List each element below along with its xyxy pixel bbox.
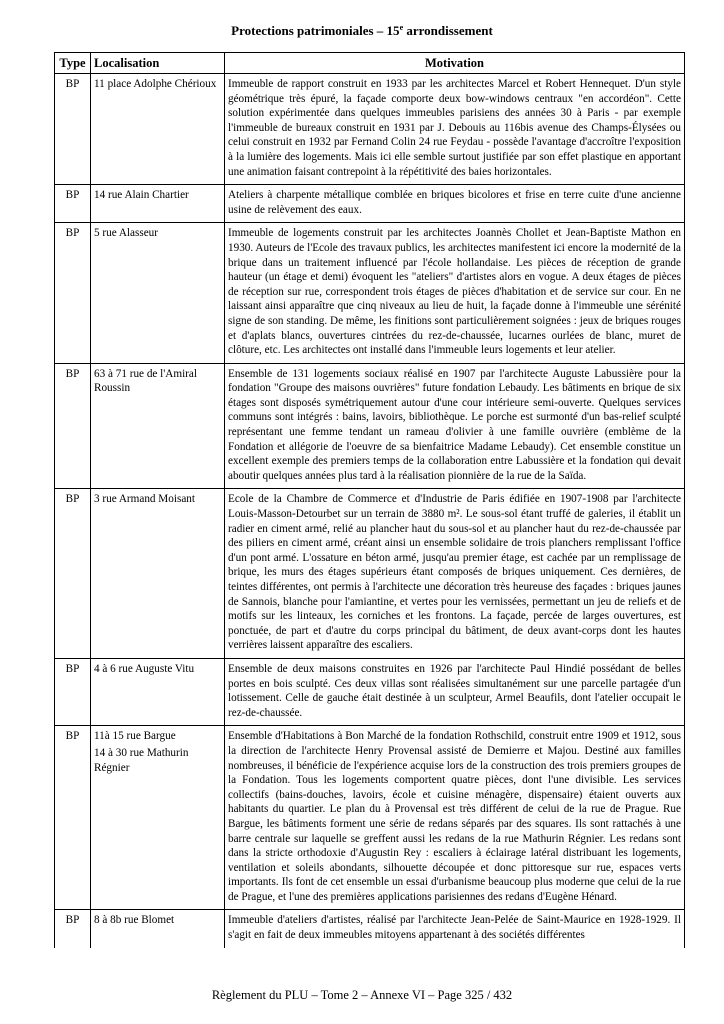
cell-motivation: Ateliers à charpente métallique comblée en briques bicolores et frise en terre cuite d'une ancienne usine de relèvement des eaux. [225,185,685,223]
address-line: 3 rue Armand Moisant [94,493,195,506]
address-line: 14 rue Alain Chartier [94,189,189,202]
cell-motivation: Immeuble de logements construit par les architectes Joannès Chollet et Jean-Baptiste Mathon en 1930. Auteurs de l'Ecole des travaux publics, les architectes manifestent ici encore la modernité de la brique dans un traitement influencé par l'école hollandaise. Les pièces de réception de grande hauteur (un étage et demi) évoquent les "ateliers" d'artistes alors en vogue. A deux étages de pièces de réception sur rue, correspondent trois étages de pièces d'habitation et de service sur cour. En ne laissant ainsi apparaître que cinq niveaux au lieu de huit, la façade donne à l'immeuble une sérénité signe de son standing. De même, les finitions sont particulièrement soignées : jeux de briques rouges et d'aplats blancs, ouvertures cintrées du rez-de-chaussée, lucarnes ourlées de blanc, muret de clôture, etc. Les architectes ont installé dans l'immeuble leurs logements et leur atelier. [225,223,685,363]
address-line: 11 place Adolphe Chérioux [94,78,217,90]
cell-motivation: Ensemble d'Habitations à Bon Marché de la fondation Rothschild, construit entre 1909 et 1912, sous la direction de l'architecte Henry Provensal assisté de Demierre et Majou. Destiné aux familles nombreuses, il bénéficie de l'expérience acquise lors de la construction des trois premiers groupes de la Fondation. Tous les logements comportent quatre pièces, dont l'une divisible. Les services collectifs (bains-douches, lavoirs, école et cuisine ménagère, dispensaire) étaient ouverts aux habitants du quartier. Le plan du à Provensal est très différent de celui de la rue de Prague. Rue Bargue, les bâtiments forment une série de redans séparés par des squares. Ils sont rattachés à une barre centrale sur laquelle se greffent aussi les redans de la rue Mathurin Régnier. Les redans sont dans la stricte orthodoxie d'Augustin Rey : escaliers à éclairage latéral distribuant les logements, ventilation et soleils abondants, silhouette découpée et donc pittoresque sur rue, espaces verts importants. Ils font de cet ensemble un essai d'urbanisme beaucoup plus moderne que celui de la rue de Prague, et l'une des premières applications parisiennes des redans d'Eugène Hénard. [225,726,685,910]
cell-type: BP [55,74,91,185]
page-title [0,22,724,40]
cell-localisation [91,658,225,725]
cell-motivation: Immeuble d'ateliers d'artistes, réalisé par l'architecte Jean-Pelée de Saint-Maurice en 1928-1929. Il s'agit en fait de deux immeubles mitoyens appartenant à des sociétés différentes [225,910,685,948]
cell-localisation [91,489,225,659]
cell-localisation [91,910,225,948]
address-line: 5 rue Alasseur [94,227,158,240]
address-line: 4 à 6 rue Auguste Vitu [94,662,195,675]
address-line: 11à 15 rue Bargue [94,730,176,743]
table-row [55,658,685,725]
address-line: 8 à 8b rue Blomet [94,914,175,927]
address-line: 14 à 30 rue Mathurin Régnier [94,746,189,774]
column-header-type: Type [55,53,91,74]
cell-motivation: Ecole de la Chambre de Commerce et d'Industrie de Paris édifiée en 1907-1908 par l'architecte Louis-Masson-Detourbet sur un terrain de 3880 m². Le sous-sol étant truffé de galeries, il établit un radier en ciment armé, relié au plancher haut du sous-sol et au plancher haut du rez-de-chaussée par des piliers en ciment armé, créant ainsi un ensemble solidaire de trois planchers remplissant l'office d'un pont armé. L'ossature en béton armé, jusqu'au premier étage, est cachée par un remplissage de brique, les murs des étages supérieurs étant composés de briques uniquement. Ces dernières, de teintes différentes, ont permis à l'architecte une décoration très heureuse des façades : briques jaunes de Sannois, blanche pour l'amiantine, et vertes pour les vernissées, permettant un jeu de reliefs et de motifs sur les linteaux, les corniches et les frontons. La façade, percée de larges ouvertures, est ponctuée, de part et d'autre du corps principal du bâtiment, de deux avant-corps dont les hautes verrières laissent apparaître des escaliers. [225,489,685,659]
table-row [55,489,685,659]
page-title-suffix: arrondissement [403,23,493,38]
cell-localisation [91,223,225,363]
address-line: 63 à 71 rue de l'Amiral Roussin [94,367,197,395]
table-row [55,74,685,185]
table-row [55,363,685,489]
cell-type: BP [55,223,91,363]
cell-motivation: Ensemble de deux maisons construites en 1926 par l'architecte Paul Hindié possédant de belles portes en bois sculpté. Ces deux villas sont réalisées simultanément sur une parcelle partagée d'un lotissement. Celle de gauche était destinée à un sculpteur, Armel Beaufils, dont l'atelier occupait le rez-de-chaussée. [225,658,685,725]
page-title-superscript: e [399,23,404,32]
cell-type: BP [55,489,91,659]
cell-type: BP [55,658,91,725]
column-header-motivation: Motivation [225,53,685,74]
cell-type: BP [55,363,91,489]
cell-motivation: Immeuble de rapport construit en 1933 par les architectes Marcel et Robert Hennequet. D'un style géométrique très épuré, la façade comporte deux bow-windows centraux "en accordéon". Cette solution expérimentée dans quelques immeubles parisiens des années 30 à Paris - par exemple l'immeuble de bureaux construit en 1931 par J. Debouis au 116bis avenue des Champs-Élysées ou celui construit en 1932 par Fernand Colin 24 rue Feydau - possède l'avantage d'accroître l'exposition à la lumière des logements. Mais ici elle semble surtout justifiée par son effet plastique en apportant une animation faisant contrepoint à la répétitivité des baies horizontales. [225,74,685,185]
cell-localisation [91,363,225,489]
page-title-prefix: Protections patrimoniales – 15 [231,23,400,38]
table-row [55,726,685,910]
cell-localisation [91,185,225,223]
cell-type: BP [55,910,91,948]
page-footer: Règlement du PLU – Tome 2 – Annexe VI – Page 325 / 432 [211,988,513,1002]
cell-type: BP [55,185,91,223]
cell-localisation [91,726,225,910]
table-row [55,185,685,223]
cell-motivation: Ensemble de 131 logements sociaux réalisé en 1907 par l'architecte Auguste Labussière pour la fondation "Groupe des maisons ouvrières" future fondation Lebaudy. Les bâtiments en brique de six étages sont disposés symétriquement autour d'une cour intérieure semi-ouverte. Quelques services communs sont intégrés : bains, lavoirs, bibliothèque. Le porche est surmonté d'un bas-relief sculpté représentant une femme tendant un rameau d'olivier à une famille ouvrière (emblème de la Fondation et allégorie de l'oeuvre de sa bienfaitrice Madame Lebaudy). Cet ensemble constitue un excellent exemple des premiers temps de la collaboration entre Labussière et la fondation qui devait aboutir quelques années plus tard à la réalisation pionnière de la rue de la Saïda. [225,363,685,489]
cell-type: BP [55,726,91,910]
table-row [55,223,685,363]
table-header-row [55,53,685,74]
cell-localisation [91,74,225,185]
column-header-localisation: Localisation [91,53,225,74]
table-row [55,910,685,948]
protections-table [54,52,685,948]
